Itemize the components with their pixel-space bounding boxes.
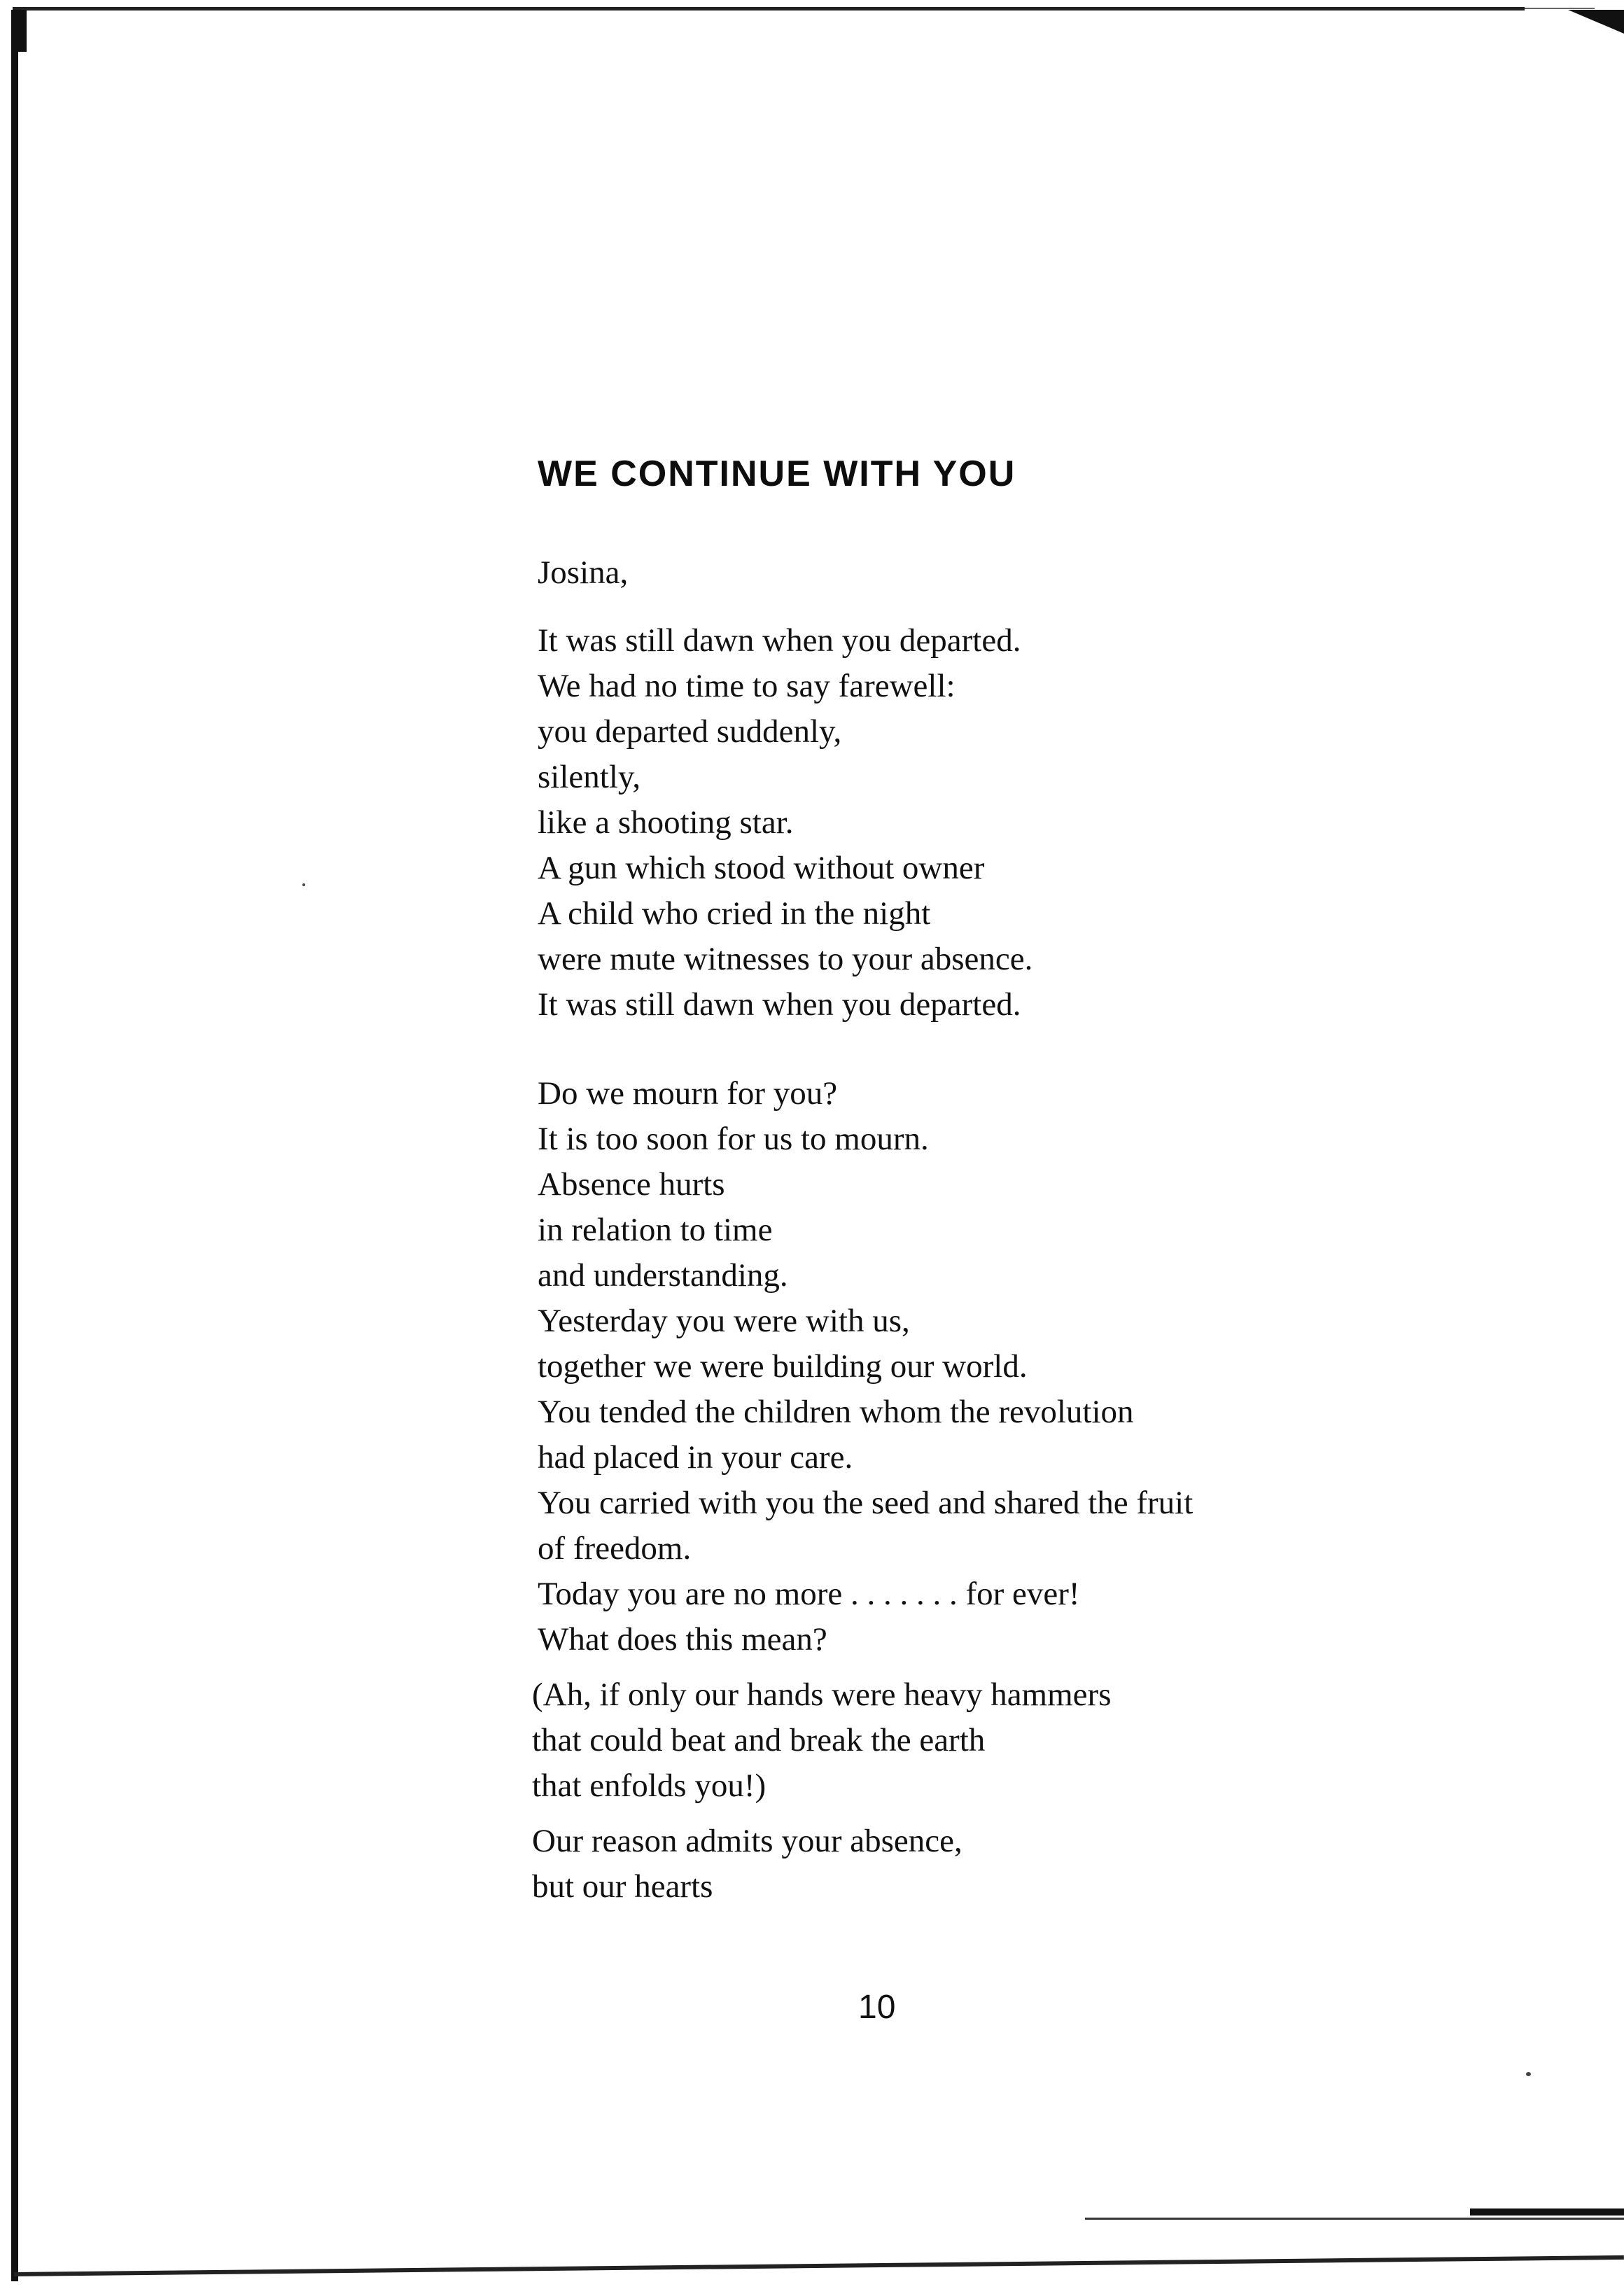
poem-line: had placed in your care.: [538, 1439, 853, 1476]
poem-line: It is too soon for us to mourn.: [538, 1121, 929, 1157]
scan-edge-bottom-heavy: [1470, 2208, 1624, 2216]
scan-edge-top-thin: [1525, 8, 1595, 9]
scan-speck: [1526, 2072, 1531, 2076]
poem-line: that could beat and break the earth: [532, 1722, 986, 1758]
poem-salutation: Josina,: [538, 554, 629, 591]
poem-line: It was still dawn when you departed.: [538, 986, 1021, 1023]
stanza-3: [532, 1672, 1448, 1809]
scan-edge-top: [13, 7, 1525, 10]
scan-edge-left: [11, 10, 18, 2281]
poem-line: A child who cried in the night: [538, 895, 931, 932]
poem-line: were mute witnesses to your absence.: [538, 941, 1033, 977]
stanza-1: [538, 618, 1448, 1028]
poem-line: Absence hurts: [538, 1166, 725, 1203]
poem-line: Do we mourn for you?: [538, 1075, 838, 1112]
poem-line: Today you are no more . . . . . . . for ever!: [538, 1576, 1080, 1612]
poem-line: together we were building our world.: [538, 1348, 1028, 1385]
poem-line: We had no time to say farewell:: [538, 668, 955, 704]
poem-line: You carried with you the seed and shared the fruit: [538, 1485, 1194, 1521]
poem-line: What does this mean?: [538, 1621, 827, 1658]
poem-line: Yesterday you were with us,: [538, 1303, 910, 1339]
page-number: 10: [858, 1989, 896, 2026]
scan-edge-bottom: [14, 2255, 1624, 2276]
poem-line: in relation to time: [538, 1212, 773, 1248]
poem-line: It was still dawn when you departed.: [538, 622, 1021, 659]
scan-edge-bottom-right: [1085, 2218, 1624, 2220]
poem-line: You tended the children whom the revolution: [538, 1394, 1134, 1430]
poem-line: but our hearts: [532, 1868, 713, 1905]
poem-body: [532, 550, 1448, 1910]
poem-line: you departed suddenly,: [538, 713, 842, 750]
scan-edge-left-tab: [11, 10, 27, 52]
poem-line: and understanding.: [538, 1257, 788, 1294]
poem-line: like a shooting star.: [538, 804, 794, 841]
poem-line: that enfolds you!): [532, 1768, 766, 1804]
poem-line: silently,: [538, 759, 641, 795]
stanza-2: [538, 1071, 1448, 1662]
stanza-4: [532, 1819, 1448, 1910]
poem-line: (Ah, if only our hands were heavy hammers: [532, 1676, 1112, 1713]
poem-line: A gun which stood without owner: [538, 850, 985, 886]
poem-line: Our reason admits your absence,: [532, 1823, 962, 1859]
scan-corner-top-right: [1568, 10, 1624, 34]
scan-speck: [302, 883, 305, 886]
poem-title: WE CONTINUE WITH YOU: [538, 453, 1016, 494]
poem-line: of freedom.: [538, 1530, 692, 1567]
